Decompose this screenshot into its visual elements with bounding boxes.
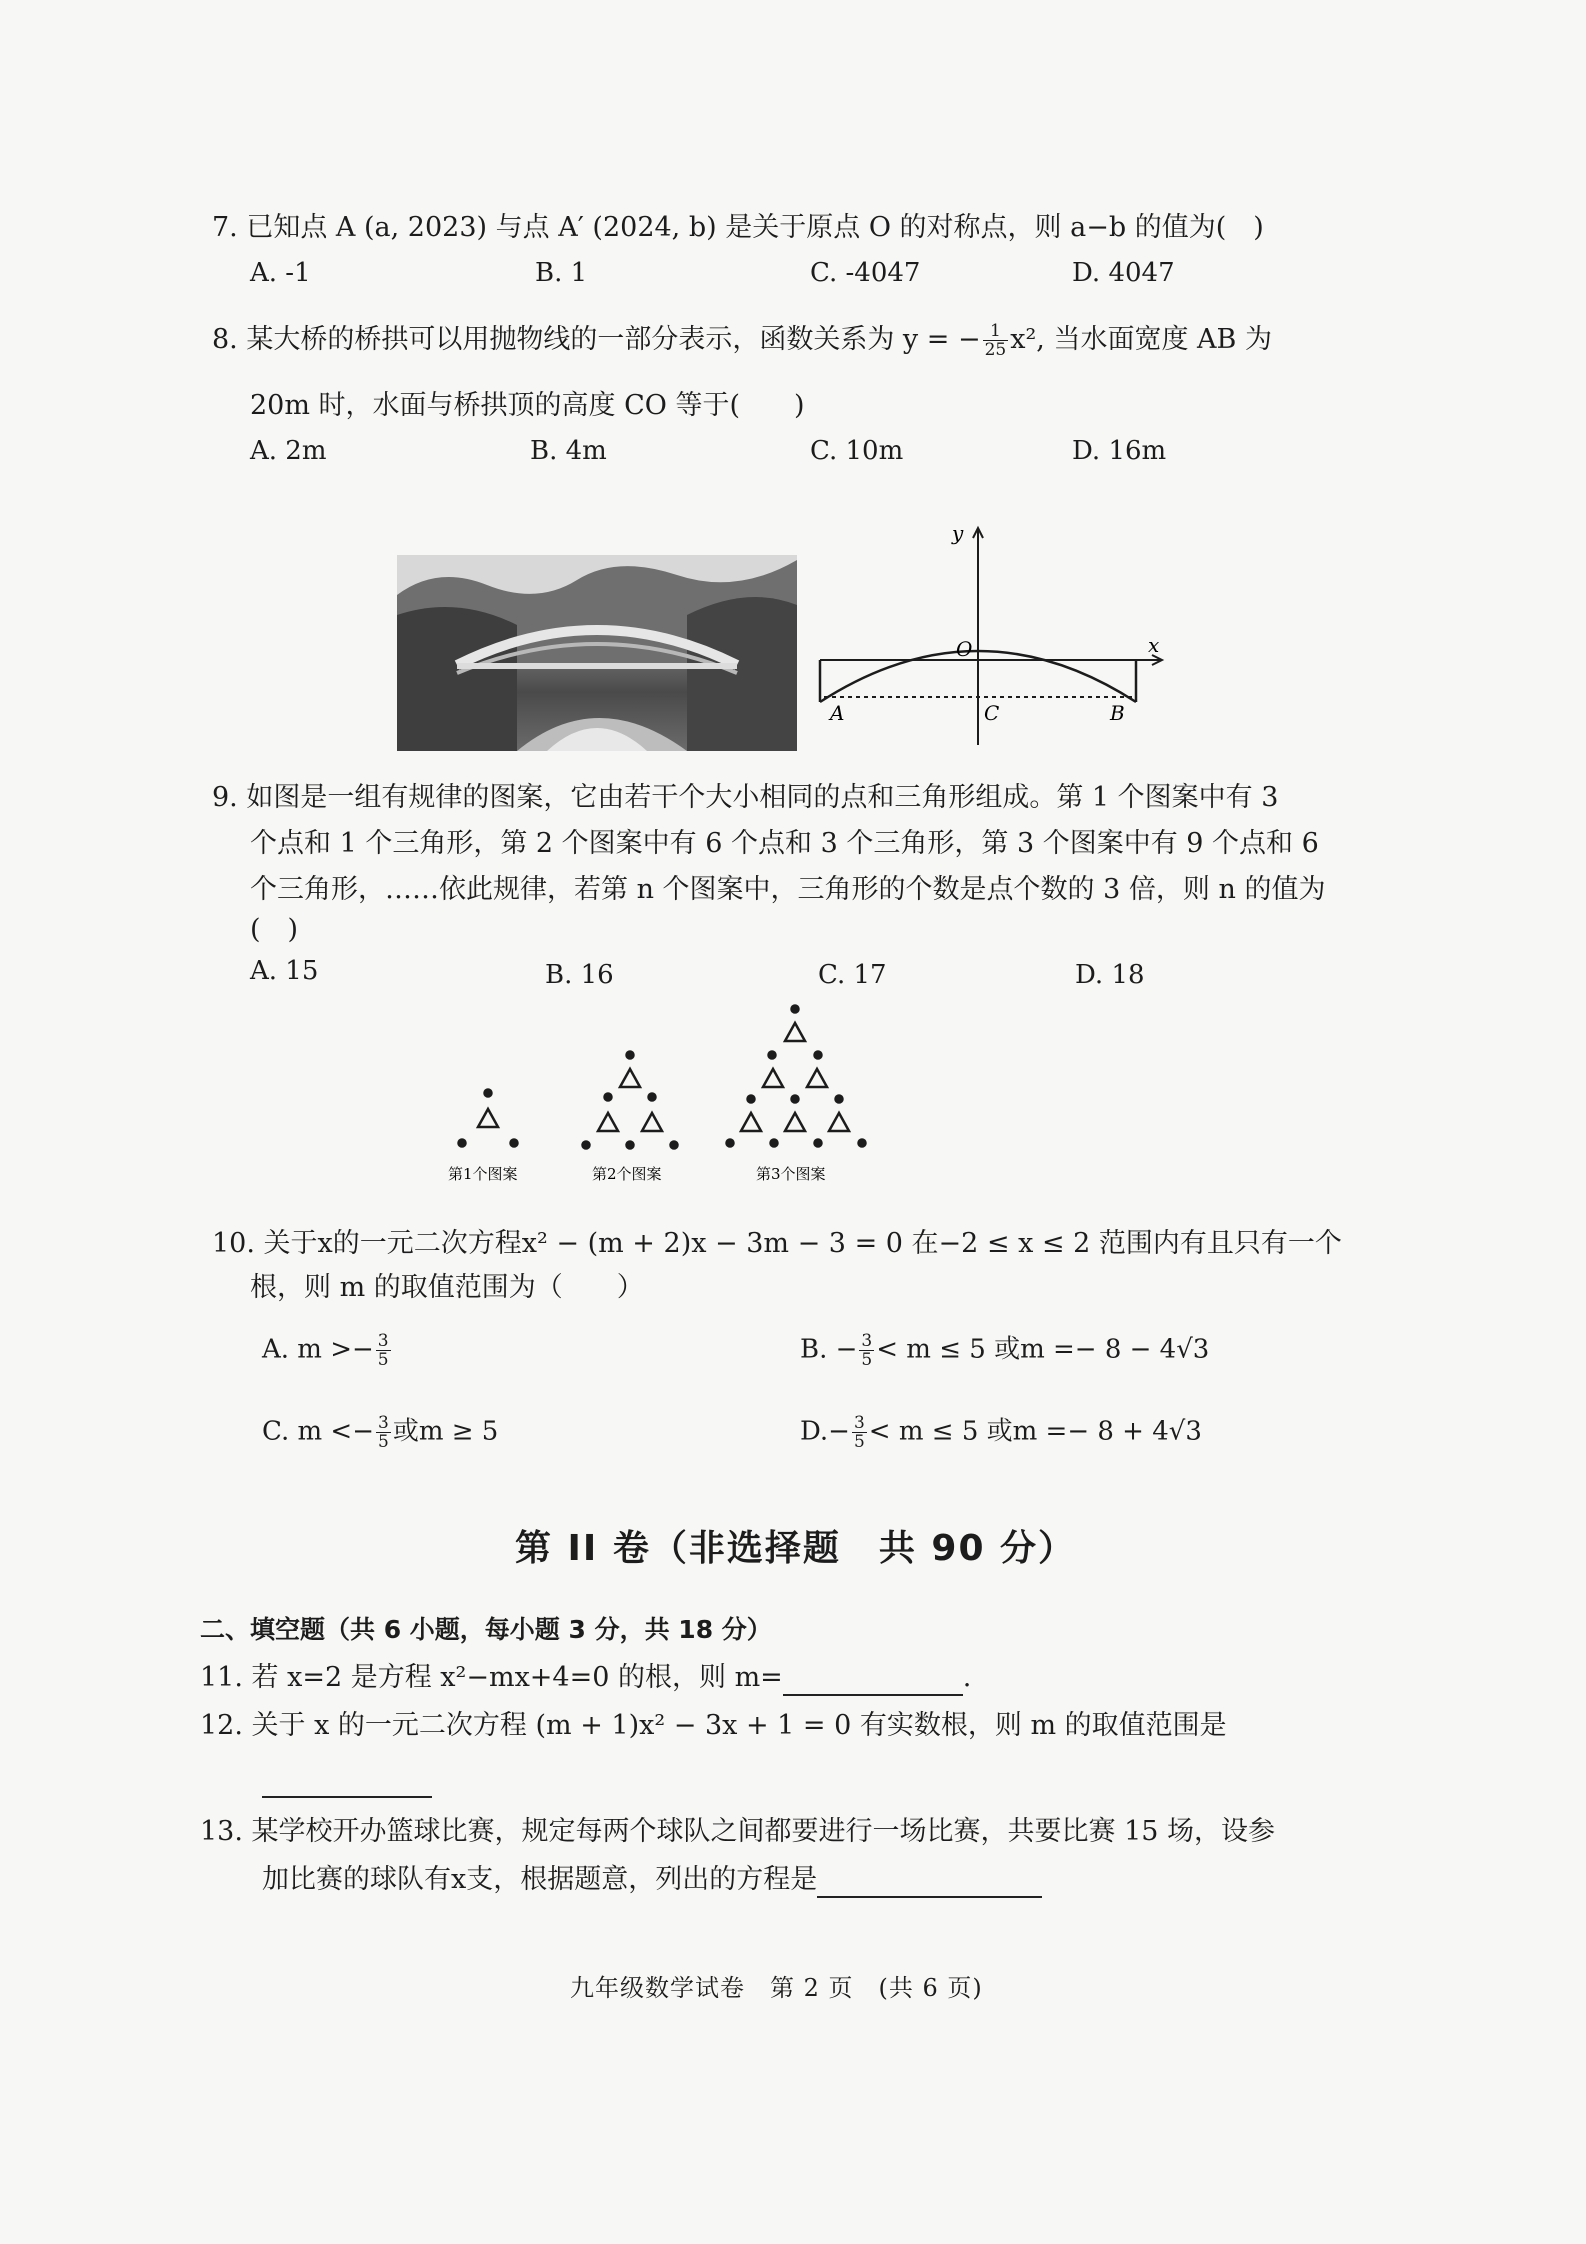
q10-option-d-pre: D.− xyxy=(800,1416,850,1447)
q7-option-c: C. -4047 xyxy=(810,258,921,288)
label-y: y xyxy=(952,521,964,545)
section-2-title: 第 II 卷（非选择题 共 90 分） xyxy=(515,1528,1077,1569)
q13-answer-blank[interactable] xyxy=(817,1866,1042,1898)
q9-option-c: C. 17 xyxy=(818,960,887,990)
q10-option-d-frac xyxy=(852,1414,867,1451)
q13 xyxy=(262,1862,1042,1898)
pattern-3 xyxy=(727,1006,866,1147)
q9-option-d: D. 18 xyxy=(1075,960,1145,990)
q9-line3: 个三角形，……依此规律，若第 n 个图案中，三角形的个数是点个数的 3 倍，则 n 的值为 xyxy=(250,874,1326,905)
label-x: x xyxy=(1148,633,1160,657)
q10-option-a xyxy=(262,1332,393,1369)
q9-line2: 个点和 1 个三角形，第 2 个图案中有 6 个点和 3 个三角形，第 3 个图案中有 9 个点和 6 xyxy=(250,828,1319,859)
q10-option-a-frac xyxy=(376,1332,391,1369)
q10-option-d-frac-num: 3 xyxy=(853,1413,865,1433)
q7-option-b: B. 1 xyxy=(535,258,588,288)
q10-option-c-pre: C. m <− xyxy=(262,1416,374,1447)
q8-frac-den: 25 xyxy=(984,340,1007,360)
q11-stem: 11. 若 x=2 是方程 x²−mx+4=0 的根，则 m= xyxy=(200,1662,783,1693)
q10-option-a-pre: A. m >− xyxy=(262,1334,374,1365)
q10-option-c-frac-num: 3 xyxy=(378,1413,389,1433)
section-2-heading: 二、填空题（共 6 小题，每小题 3 分，共 18 分） xyxy=(200,1615,772,1644)
pattern-figures xyxy=(440,995,920,1195)
caption-pattern-2: 第2个图案 xyxy=(592,1165,662,1183)
q8-fraction xyxy=(983,322,1009,359)
q10-option-d xyxy=(800,1414,1202,1451)
pattern-1 xyxy=(459,1090,518,1147)
q8-option-c: C. 10m xyxy=(810,436,904,466)
parabola-diagram xyxy=(810,520,1180,750)
q10-option-c-frac-den: 5 xyxy=(378,1432,389,1452)
q10-option-b-frac-num: 3 xyxy=(861,1331,873,1351)
q10-option-c-frac xyxy=(376,1414,391,1451)
bridge-photo-art xyxy=(397,555,797,751)
q10-option-b-pre: B. − xyxy=(800,1334,858,1365)
q10-option-d-frac-den: 5 xyxy=(853,1432,865,1452)
q8-stem xyxy=(212,322,1272,359)
q10-option-a-frac-num: 3 xyxy=(377,1331,389,1351)
q11-answer-blank[interactable] xyxy=(783,1664,963,1696)
q10-option-a-frac-den: 5 xyxy=(377,1350,389,1370)
q12-stem: 12. 关于 x 的一元二次方程 (m + 1)x² − 3x + 1 = 0 有实数根，则 m 的取值范围是 xyxy=(200,1710,1227,1741)
q8-stem-a: 8. 某大桥的桥拱可以用抛物线的一部分表示，函数关系为 y = − xyxy=(212,324,981,355)
q9-option-a: A. 15 xyxy=(250,956,319,986)
q9-option-b: B. 16 xyxy=(545,960,614,990)
q8-stem-line2: 20m 时，水面与桥拱顶的高度 CO 等于( ) xyxy=(250,390,805,421)
q8-option-a: A. 2m xyxy=(250,436,327,466)
q10-option-b xyxy=(800,1332,1209,1369)
q8-option-d: D. 16m xyxy=(1072,436,1167,466)
caption-pattern-3: 第3个图案 xyxy=(756,1165,826,1183)
page-footer: 九年级数学试卷 第 2 页 (共 6 页) xyxy=(570,1974,983,2002)
q7-stem: 7. 已知点 A (a, 2023) 与点 A′ (2024, b) 是关于原点 O 的对称点，则 a−b 的值为( ) xyxy=(212,212,1264,243)
q10-option-b-frac xyxy=(859,1332,874,1369)
q10-option-b-frac-den: 5 xyxy=(861,1350,873,1370)
label-o: O xyxy=(956,637,973,661)
q11 xyxy=(200,1660,971,1696)
q8-option-b: B. 4m xyxy=(530,436,607,466)
q13-line2: 加比赛的球队有x支，根据题意，列出的方程是 xyxy=(262,1864,818,1895)
q11-end: . xyxy=(962,1662,972,1693)
label-a: A xyxy=(830,701,845,725)
q13-line1: 13. 某学校开办篮球比赛，规定每两个球队之间都要进行一场比赛，共要比赛 15 场，设参 xyxy=(200,1816,1276,1847)
bridge-photo xyxy=(397,555,797,751)
q8-frac-num: 1 xyxy=(983,322,1009,341)
q12-answer-blank[interactable] xyxy=(262,1770,432,1798)
label-b: B xyxy=(1110,701,1125,725)
q9-line4: ( ) xyxy=(250,914,299,945)
q8-stem-b: x², 当水面宽度 AB 为 xyxy=(1010,324,1272,355)
q10-option-c-post: 或m ≥ 5 xyxy=(392,1416,499,1447)
q7-option-a: A. -1 xyxy=(250,258,311,288)
q10-line1: 10. 关于x的一元二次方程x² − (m + 2)x − 3m − 3 = 0 在−2 ≤ x ≤ 2 范围内有且只有一个 xyxy=(212,1228,1342,1259)
caption-pattern-1: 第1个图案 xyxy=(448,1165,518,1183)
q10-option-b-post: < m ≤ 5 或m =− 8 − 4√3 xyxy=(876,1334,1210,1365)
q10-line2: 根，则 m 的取值范围为（ ） xyxy=(250,1272,644,1303)
q9-line1: 9. 如图是一组有规律的图案，它由若干个大小相同的点和三角形组成。第 1 个图案中有 3 xyxy=(212,782,1279,813)
label-c: C xyxy=(984,701,1000,725)
q7-option-d: D. 4047 xyxy=(1072,258,1175,288)
q10-option-c xyxy=(262,1414,498,1451)
q10-option-d-post: < m ≤ 5 或m =− 8 + 4√3 xyxy=(868,1416,1202,1447)
pattern-2 xyxy=(583,1052,678,1149)
